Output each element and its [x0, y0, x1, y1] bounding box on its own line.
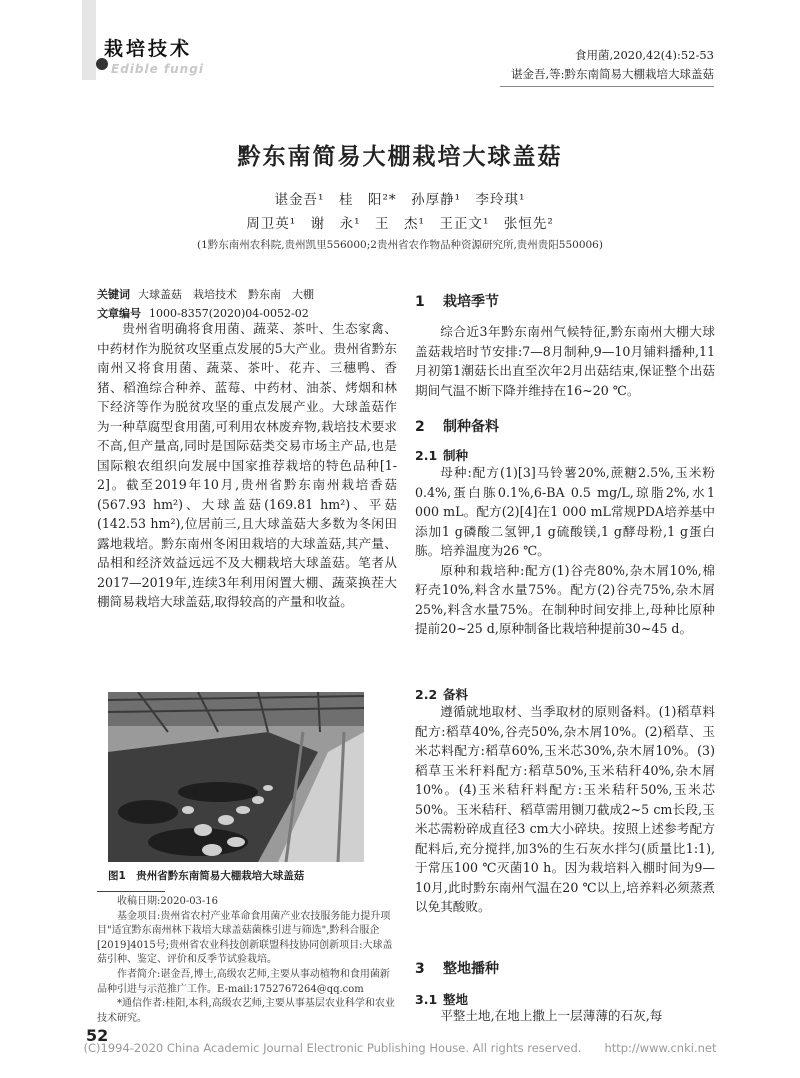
figure-photo — [108, 692, 364, 862]
affiliation: (1黔东南州农科院,贵州凯里556000;2贵州省农作物品种资源研究所,贵州贵阳550006) — [197, 239, 603, 251]
section-2-1-heading — [415, 446, 715, 464]
header-logo-bar — [82, 0, 96, 80]
section-3-heading — [415, 958, 715, 978]
section-3-title: 整地播种 — [443, 961, 499, 977]
article-title: 黔东南简易大棚栽培大球盖菇 — [237, 144, 563, 170]
header-rule — [500, 86, 714, 87]
intro-paragraph: 贵州省明确将食用菌、蔬菜、茶叶、生态家禽、中药材作为脱贫攻坚重点发展的5大产业。贵州省黔东南州又将食用菌、蔬菜、茶叶、花卉、三穗鸭、香猪、稻渔综合种养、蓝莓、中药材、油茶、烤烟和林下经济等作为脱贫攻坚的重点发展产业。大球盖菇作为一种草腐型食用菌,可利用农林废弃物,栽培技术要求不高,但产量高,同时是国际菇类交易市场主产品,也是国际粮农组织向发展中国家推荐栽培的特色品种[1-2]。截至2019年10月,贵州省黔东南州栽培香菇(567.93 hm²)、大球盖菇(169.81 hm²)、平菇(142.53 hm²),位居前三,且大球盖菇大多数为冬闲田露地栽培。黔东南州冬闲田栽培的大球盖菇,其产量、品相和经济效益远远不及大棚栽培大球盖菇。笔者从2017—2019年,连续3年利用闲置大棚、蔬菜换茬大棚简易栽培大球盖菇,取得较高的产量和收益。 — [97, 321, 397, 609]
mother-culture-paragraph: 母种:配方(1)[3]马铃薯20%,蔗糖2.5%,玉米粉0.4%,蛋白胨0.1%,6-BA 0.5 mg/L,琼脂2%,水1 000 mL。配方(2)[4]在1 000 mL常规PDA培养基中添加1 g磷酸二氢钾,1 g硫酸镁,1 g酵母粉,1 g蛋白胨。培养温度为26 ℃。 — [415, 465, 715, 558]
section-1-number: 1 — [415, 294, 425, 310]
doc-number-label: 文章编号 — [97, 307, 141, 320]
copyright-watermark: (C)1994-2020 China Academic Journal Electronic Publishing House. All rights reserved. http://www.cnki.net — [83, 1041, 717, 1055]
footnote-funding: 基金项目:贵州省农村产业革命食用菌产业农技服务能力提升项目"适宜黔东南州林下栽培大球盖菇菌株引进与筛选",黔科合服企[2019]4015号;贵州省农业科技创新联盟科技协同创新项目:大球盖菇引种、鉴定、评价和反季节试验栽培。 — [97, 910, 393, 966]
keywords-value: 大球盖菇 栽培技术 黔东南 大棚 — [138, 288, 314, 301]
header-right — [511, 46, 714, 84]
section-3-1-title: 整地 — [443, 992, 469, 1007]
authors-line-2: 周卫英¹ 谢 永¹ 王 杰¹ 王正文¹ 张恒先² — [246, 216, 554, 232]
running-head: 谌金吾,等:黔东南简易大棚栽培大球盖菇 — [510, 67, 714, 81]
footnote-rule — [97, 891, 165, 892]
section-2-1-number: 2.1 — [415, 448, 438, 463]
section-2-title: 制种备料 — [443, 419, 499, 435]
section-sub: Edible fungi — [111, 62, 204, 76]
section-1-title: 栽培季节 — [443, 294, 499, 310]
section-2-2-title: 备料 — [443, 687, 469, 702]
section-3-1-number: 3.1 — [415, 992, 438, 1007]
keywords-label: 关键词 — [97, 288, 130, 301]
figure-caption: 图1 贵州省黔东南简易大棚栽培大球盖菇 — [108, 870, 305, 882]
doc-number-value: 1000-8357(2020)04-0052-02 — [149, 307, 309, 320]
footnote-author-bio: 作者简介:谌金吾,博士,高级农艺师,主要从事动植物和食用菌新品种引进与示范推广工作。E-mail:1752767264@qq.com — [97, 968, 390, 995]
spawn-paragraph: 原种和栽培种:配方(1)谷壳80%,杂木屑10%,棉籽壳10%,料含水量75%。配方(2)谷壳75%,杂木屑25%,料含水量75%。在制种时间安排上,母种比原种提前20~25 d,原种制备比栽培种提前30~45 d。 — [415, 562, 715, 636]
section-label: 栽培技术 — [104, 38, 193, 60]
section-3-number: 3 — [415, 961, 425, 977]
journal-ref: 食用菌,2020,42(4):52-53 — [574, 48, 714, 62]
land-prep-paragraph: 平整土地,在地上撒上一层薄薄的石灰,每 — [440, 1008, 663, 1023]
section-2-1-body — [415, 463, 715, 639]
section-1-body — [415, 322, 715, 400]
section-2-1-title: 制种 — [443, 448, 469, 463]
keywords — [97, 286, 314, 302]
section-2-2-heading — [415, 685, 715, 703]
footnote-received: 收稿日期:2020-03-16 — [117, 896, 219, 907]
section-3-1-body — [415, 1006, 715, 1026]
footnote-corresponding: *通信作者:桂阳,本科,高级农艺师,主要从事基层农业科学和农业技术研究。 — [97, 998, 395, 1024]
section-2-2-number: 2.2 — [415, 687, 438, 702]
authors-line-1: 谌金吾¹ 桂 阳²* 孙厚静¹ 李玲琪¹ — [274, 192, 526, 208]
section-2-heading — [415, 416, 715, 436]
material-prep-paragraph: 遵循就地取材、当季取材的原则备料。(1)稻草料配方:稻草40%,谷壳50%,杂木屑10%。(2)稻草、玉米芯料配方:稻草60%,玉米芯30%,杂木屑10%。(3)稻草玉米秆料配方:稻草50%,玉米秸秆40%,杂木屑10%。(4)玉米秸秆料配方:玉米秸秆50%,玉米芯50%。玉米秸秆、稻草需用铡刀截成2~5 cm长段,玉米芯需粉碎成直径3 cm大小碎块。按照上述参考配方配料后,充分搅拌,加3%的生石灰水拌匀(质量比1:1),于常压100 ℃灭菌10 h。因为栽培料入棚时间为9—10月,此时黔东南州气温在20 ℃以上,培养料必须蒸煮以免其酸败。 — [415, 704, 715, 914]
page-number: 52 — [86, 1026, 109, 1045]
intro-column — [97, 319, 397, 612]
section-2-2-body — [415, 702, 715, 917]
greenhouse-photo — [108, 692, 364, 862]
footnotes — [97, 895, 397, 1026]
section-1-heading — [415, 291, 715, 311]
section-1-paragraph: 综合近3年黔东南州气候特征,黔东南州大棚大球盖菇栽培时节安排:7—8月制种,9—10月铺料播种,11月初第1潮菇长出直至次年2月出菇结束,保证整个出菇期间气温不断下降并维持在16~20 ℃。 — [415, 324, 715, 398]
section-2-number: 2 — [415, 419, 425, 435]
